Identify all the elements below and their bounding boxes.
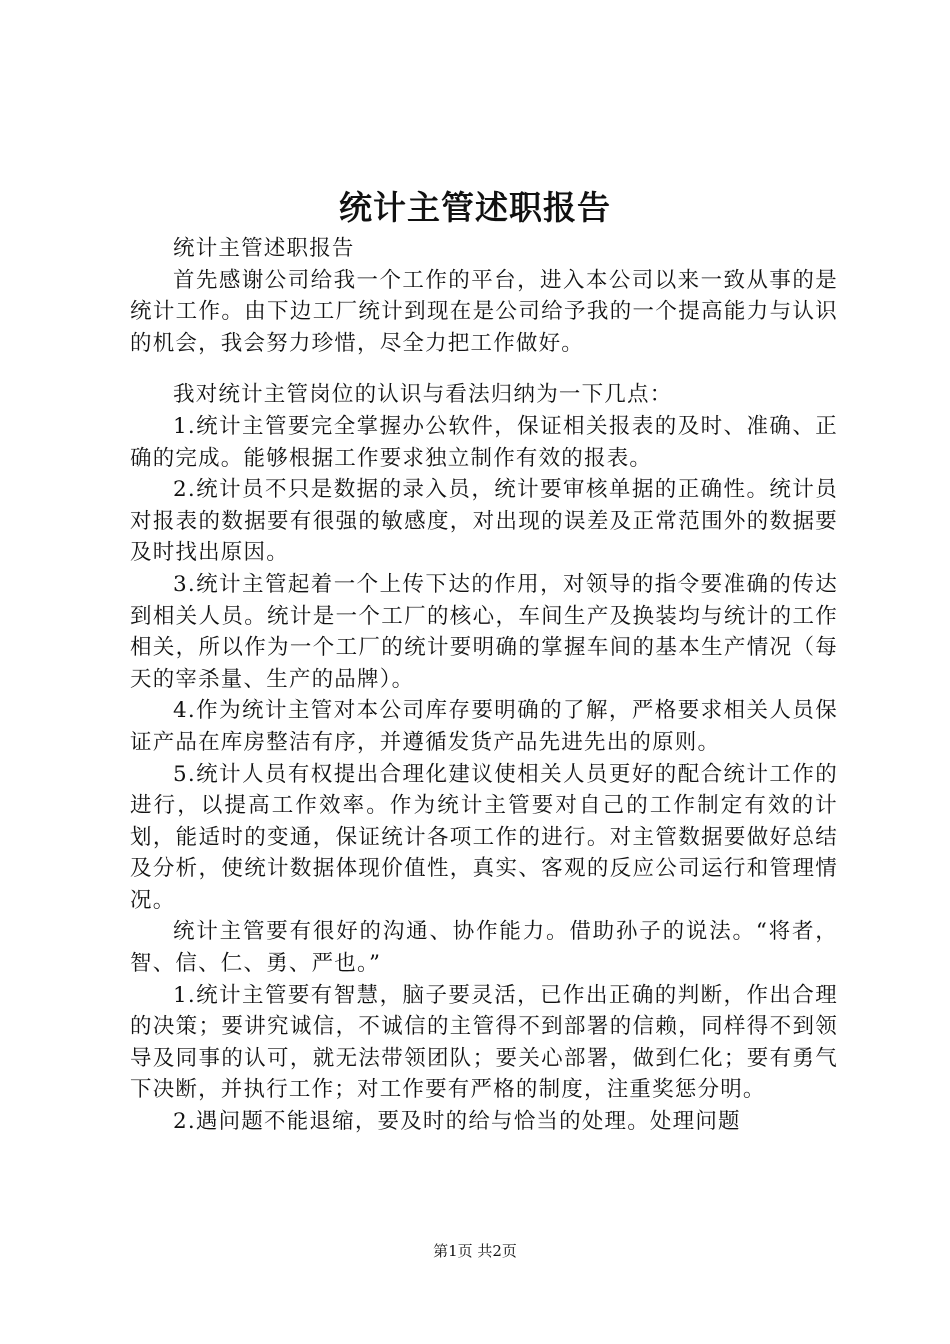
paragraph-point-5: 5.统计人员有权提出合理化建议使相关人员更好的配合统计工作的进行，以提高工作效率。作为统计主管要对自己的工作制定有效的计划，能适时的变通，保证统计各项工作的进行。对主管数据要做好总结及分析，使统计数据体现价值性，真实、客观的反应公司运行和管理情况。 xyxy=(130,761,838,913)
paragraph-point-3: 3.统计主管起着一个上传下达的作用，对领导的指令要准确的传达到相关人员。统计是一个工厂的核心，车间生产及换装均与统计的工作相关，所以作为一个工厂的统计要明确的掌握车间的基本生产情况（每天的宰杀量、生产的品牌）。 xyxy=(130,571,838,692)
paragraph-sub-point-1: 1.统计主管要有智慧，脑子要灵活，已作出正确的判断，作出合理的决策；要讲究诚信，不诚信的主管得不到部署的信赖，同样得不到领导及同事的认可，就无法带领团队；要关心部署，做到仁化；要有勇气下决断，并执行工作；对工作要有严格的制度，注重奖惩分明。 xyxy=(130,982,838,1103)
paragraph-point-1: 1.统计主管要完全掌握办公软件，保证相关报表的及时、准确、正确的完成。能够根据工作要求独立制作有效的报表。 xyxy=(130,413,838,471)
paragraph-views-heading: 我对统计主管岗位的认识与看法归纳为一下几点： xyxy=(173,382,673,408)
paragraph-point-2: 2.统计员不只是数据的录入员，统计要审核单据的正确性。统计员对报表的数据要有很强的敏感度，对出现的误差及正常范围外的数据要及时找出原因。 xyxy=(130,477,838,566)
paragraph-subtitle: 统计主管述职报告 xyxy=(173,236,355,261)
page-footer: 第1页 共2页 xyxy=(433,1242,517,1260)
paragraph-intro: 首先感谢公司给我一个工作的平台，进入本公司以来一致从事的是统计工作。由下边工厂统计到现在是公司给予我的一个提高能力与认识的机会，我会努力珍惜，尽全力把工作做好。 xyxy=(130,267,838,356)
document-title: 统计主管述职报告 xyxy=(339,188,611,227)
paragraph-communication: 统计主管要有很好的沟通、协作能力。借助孙子的说法。“将者，智、信、仁、勇、严也。” xyxy=(130,919,838,977)
document-body xyxy=(130,233,838,1138)
paragraph-point-4: 4.作为统计主管对本公司库存要明确的了解，严格要求相关人员保证产品在库房整洁有序，并遵循发货产品先进先出的原则。 xyxy=(130,698,838,755)
paragraph-sub-point-2: 2.遇问题不能退缩，要及时的给与恰当的处理。处理问题 xyxy=(173,1109,741,1135)
